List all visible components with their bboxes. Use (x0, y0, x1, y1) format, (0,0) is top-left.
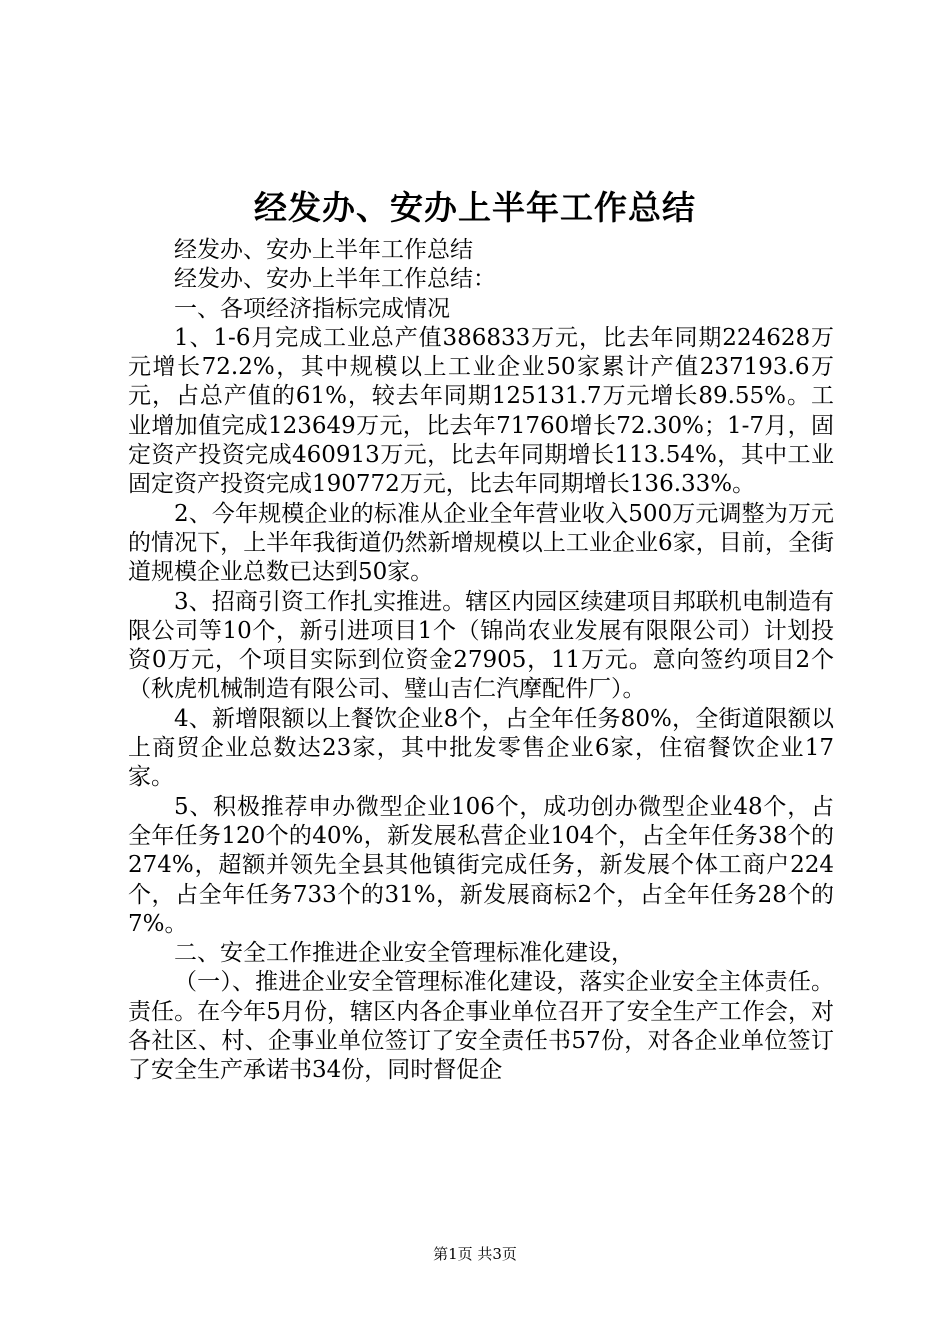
paragraph-subtitle: 经发办、安办上半年工作总结 (174, 237, 473, 263)
page-title: 经发办、安办上半年工作总结 (254, 188, 696, 227)
section-heading-safety-work: 二、安全工作推进企业安全管理标准化建设， (174, 940, 634, 967)
paragraph-item-1: 1、1-6月完成工业总产值386833万元，比去年同期224628万元增长72.2%，其中规模以上工业企业50家累计产值237193.6万元，占总产值的61%，较去年同期125131.7万元增长89.55%。工业增加值完成123649万元，比去年71760增长72.30%；1-7月，固定资产投资完成460913万元，比去年同期增长113.54%，其中工业固定资产投资完成190772万元，比去年同期增长136.33%。 (128, 324, 834, 498)
paragraph-item-3: 3、招商引资工作扎实推进。辖区内园区续建项目邦联机电制造有限公司等10个，新引进项目1个（锦尚农业发展有限限公司）计划投资0万元，个项目实际到位资金27905，11万元。意向签约项目2个（秋虎机械制造有限公司、璧山吉仁汽摩配件厂）。 (128, 588, 834, 703)
paragraph-item-4: 4、新增限额以上餐饮企业8个，占全年任务80%，全街道限额以上商贸企业总数达23家，其中批发零售企业6家，住宿餐饮企业17家。 (128, 705, 834, 791)
document-body (128, 236, 834, 1086)
paragraph-intro: 经发办、安办上半年工作总结： (174, 266, 496, 293)
page-number-footer: 第1页 共3页 (433, 1245, 517, 1263)
paragraph-safety-1: （一）、推进企业安全管理标准化建设，落实企业安全主体责任。责任。在今年5月份，辖区内各企事业单位召开了安全生产工作会，对各社区、村、企事业单位签订了安全责任书57份，对各企业单位签订了安全生产承诺书34份，同时督促企 (128, 969, 834, 1084)
paragraph-item-5: 5、积极推荐申办微型企业106个，成功创办微型企业48个，占全年任务120个的40%，新发展私营企业104个，占全年任务38个的274%，超额并领先全县其他镇街完成任务，新发展个体工商户224个，占全年任务733个的31%，新发展商标2个，占全年任务28个的7%。 (128, 793, 834, 937)
section-heading-economic-indicators: 一、各项经济指标完成情况 (174, 295, 450, 322)
paragraph-item-2: 2、今年规模企业的标准从企业全年营业收入500万元调整为万元的情况下，上半年我街道仍然新增规模以上工业企业6家，目前，全街道规模企业总数已达到50家。 (128, 500, 834, 586)
